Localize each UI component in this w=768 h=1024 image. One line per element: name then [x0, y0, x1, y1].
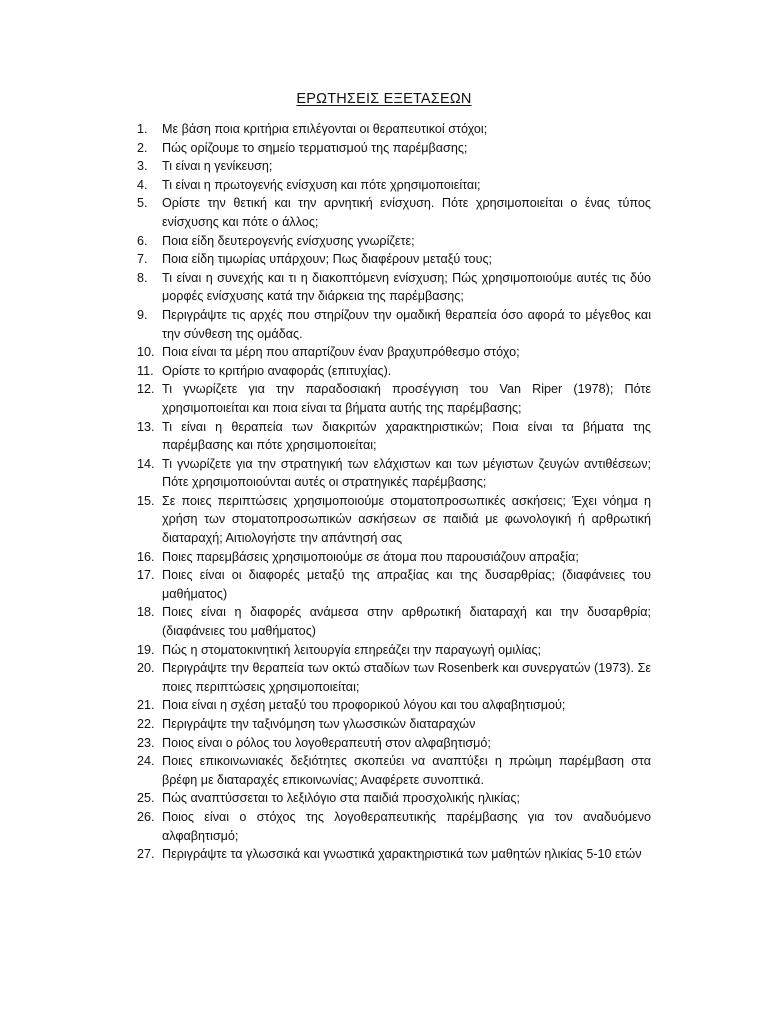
- question-text: Περιγράψτε την θεραπεία των οκτώ σταδίων των Rosenberk και συνεργατών (1973). Σε ποιες περιπτώσεις χρησιμοποιείται;: [162, 661, 651, 694]
- question-text: Ποιος είναι ο ρόλος του λογοθεραπευτή στον αλφαβητισμό;: [162, 735, 491, 750]
- question-number: 24.: [137, 754, 155, 769]
- question-number: 14.: [137, 456, 155, 471]
- question-item: [137, 603, 651, 640]
- question-item: [137, 306, 651, 343]
- question-text: Περιγράψτε τα γλωσσικά και γνωστικά χαρακτηριστικά των μαθητών ηλικίας 5-10 ετών: [162, 847, 642, 862]
- question-text: Ποια είδη τιμωρίας υπάρχουν; Πως διαφέρουν μεταξύ τους;: [162, 252, 493, 267]
- question-text: Ορίστε την θετική και την αρνητική ενίσχυση. Πότε χρησιμοποιείται ο ένας τύπος ενίσχυσης και πότε ο άλλος;: [162, 196, 651, 229]
- question-item: [137, 752, 651, 789]
- question-number: 9.: [137, 307, 148, 322]
- question-number: 4.: [137, 177, 148, 192]
- question-text: Τι είναι η πρωτογενής ενίσχυση και πότε χρησιμοποιείται;: [162, 177, 481, 192]
- question-text: Πώς ορίζουμε το σημείο τερματισμού της παρέμβασης;: [162, 140, 468, 155]
- question-number: 7.: [137, 252, 148, 267]
- question-item: [137, 194, 651, 231]
- question-item: [137, 176, 651, 195]
- question-item: [137, 139, 651, 158]
- question-text: Περιγράψτε τις αρχές που στηρίζουν την ομαδική θεραπεία όσο αφορά το μέγεθος και την σύνθεση της ομάδας.: [162, 307, 651, 341]
- question-number: 22.: [137, 717, 155, 731]
- question-text: Τι είναι η γενίκευση;: [162, 159, 273, 174]
- question-number: 16.: [137, 549, 155, 564]
- question-number: 10.: [137, 345, 155, 360]
- document-title: ΕΡΩΤΗΣΕΙΣ ΕΞΕΤΑΣΕΩΝ: [296, 91, 472, 107]
- question-number: 8.: [137, 270, 148, 285]
- question-item: [137, 715, 651, 734]
- question-item: [137, 566, 651, 603]
- question-text: Τι γνωρίζετε για την στρατηγική των ελάχιστων και των μέγιστων ζευγών αντιθέσεων; Πότε χρησιμοποιούνται αυτές οι στρατηγικές παρέμβασης;: [162, 456, 651, 490]
- question-text: Περιγράψτε την ταξινόμηση των γλωσσικών διαταραχών: [162, 717, 476, 731]
- question-number: 25.: [137, 791, 155, 806]
- question-number: 3.: [137, 159, 148, 174]
- question-number: 17.: [137, 568, 155, 583]
- question-list: [137, 120, 651, 864]
- question-number: 2.: [137, 140, 148, 155]
- question-text: Τι είναι η συνεχής και τι η διακοπτόμενη ενίσχυση; Πώς χρησιμοποιούμε αυτές τις δύο μορφές ενίσχυσης κατά την διάρκεια της παρέμβασης;: [162, 270, 651, 304]
- question-number: 26.: [137, 809, 155, 824]
- question-number: 6.: [137, 233, 148, 248]
- question-text: Ποιες επικοινωνιακές δεξιότητες σκοπεύει να αναπτύξει η πρώιμη παρέμβαση στα βρέφη με διαταραχές επικοινωνίας; Αναφέρετε συνοπτικά.: [162, 754, 651, 787]
- question-item: [137, 789, 651, 808]
- question-text: Σε ποιες περιπτώσεις χρησιμοποιούμε στοματοπροσωπικές ασκήσεις; Έχει νόημα η χρήση των στοματοπροσωπικών ασκήσεων σε παιδιά με φωνολογική ή αρθρωτική διαταραχή; Αιτιολογήστε την απάντησή σας: [162, 493, 651, 546]
- question-item: [137, 157, 651, 176]
- question-item: [137, 845, 651, 864]
- question-item: [137, 641, 651, 660]
- question-number: 15.: [137, 493, 155, 508]
- question-number: 5.: [137, 196, 148, 211]
- question-text: Ποια είδη δευτερογενής ενίσχυσης γνωρίζετε;: [162, 233, 415, 248]
- question-item: [137, 250, 651, 269]
- question-number: 27.: [137, 847, 155, 862]
- question-number: 18.: [137, 605, 155, 620]
- question-number: 13.: [137, 419, 155, 434]
- question-text: Ποιες είναι οι διαφορές μεταξύ της απραξίας και της δυσαρθρίας; (διαφάνειες του μαθήματος): [162, 568, 651, 601]
- question-number: 1.: [137, 122, 148, 136]
- question-item: [137, 696, 651, 715]
- question-text: Ορίστε το κριτήριο αναφοράς (επιτυχίας).: [162, 363, 392, 378]
- question-item: [137, 343, 651, 362]
- question-item: [137, 380, 651, 417]
- question-item: [137, 362, 651, 381]
- question-item: [137, 548, 651, 567]
- question-text: Τι γνωρίζετε για την παραδοσιακή προσέγγιση του Van Riper (1978); Πότε χρησιμοποιείται και ποια είναι τα βήματα αυτής της παρέμβασης;: [162, 382, 651, 415]
- question-item: [137, 659, 651, 696]
- question-item: [137, 808, 651, 845]
- question-number: 23.: [137, 735, 155, 750]
- question-number: 11.: [137, 363, 154, 378]
- question-item: [137, 455, 651, 492]
- question-item: [137, 492, 651, 548]
- question-number: 19.: [137, 642, 155, 657]
- question-text: Πώς η στοματοκινητική λειτουργία επηρεάζει την παραγωγή ομιλίας;: [162, 642, 542, 657]
- question-text: Πώς αναπτύσσεται το λεξιλόγιο στα παιδιά προσχολικής ηλικίας;: [162, 791, 520, 806]
- question-item: [137, 269, 651, 306]
- question-text: Ποιες παρεμβάσεις χρησιμοποιούμε σε άτομα που παρουσιάζουν απραξία;: [162, 549, 579, 564]
- question-item: [137, 734, 651, 753]
- question-text: Ποια είναι τα μέρη που απαρτίζουν έναν βραχυπρόθεσμο στόχο;: [162, 345, 520, 360]
- question-text: Με βάση ποια κριτήρια επιλέγονται οι θεραπευτικοί στόχοι;: [162, 122, 488, 136]
- question-number: 21.: [137, 698, 155, 713]
- question-item: [137, 120, 651, 139]
- question-text: Ποιες είναι η διαφορές ανάμεσα στην αρθρωτική διαταραχή και την δυσαρθρία; (διαφάνειες του μαθήματος): [162, 605, 651, 639]
- question-item: [137, 232, 651, 251]
- question-text: Ποιος είναι ο στόχος της λογοθεραπευτικής παρέμβασης για τον αναδυόμενο αλφαβητισμό;: [162, 809, 651, 843]
- question-number: 12.: [137, 382, 155, 397]
- question-text: Ποια είναι η σχέση μεταξύ του προφορικού λόγου και του αλφαβητισμού;: [162, 698, 566, 713]
- question-item: [137, 418, 651, 455]
- question-number: 20.: [137, 661, 155, 676]
- question-text: Τι είναι η θεραπεία των διακριτών χαρακτηριστικών; Ποια είναι τα βήματα της παρέμβασης και πότε χρησιμοποιείται;: [162, 419, 651, 453]
